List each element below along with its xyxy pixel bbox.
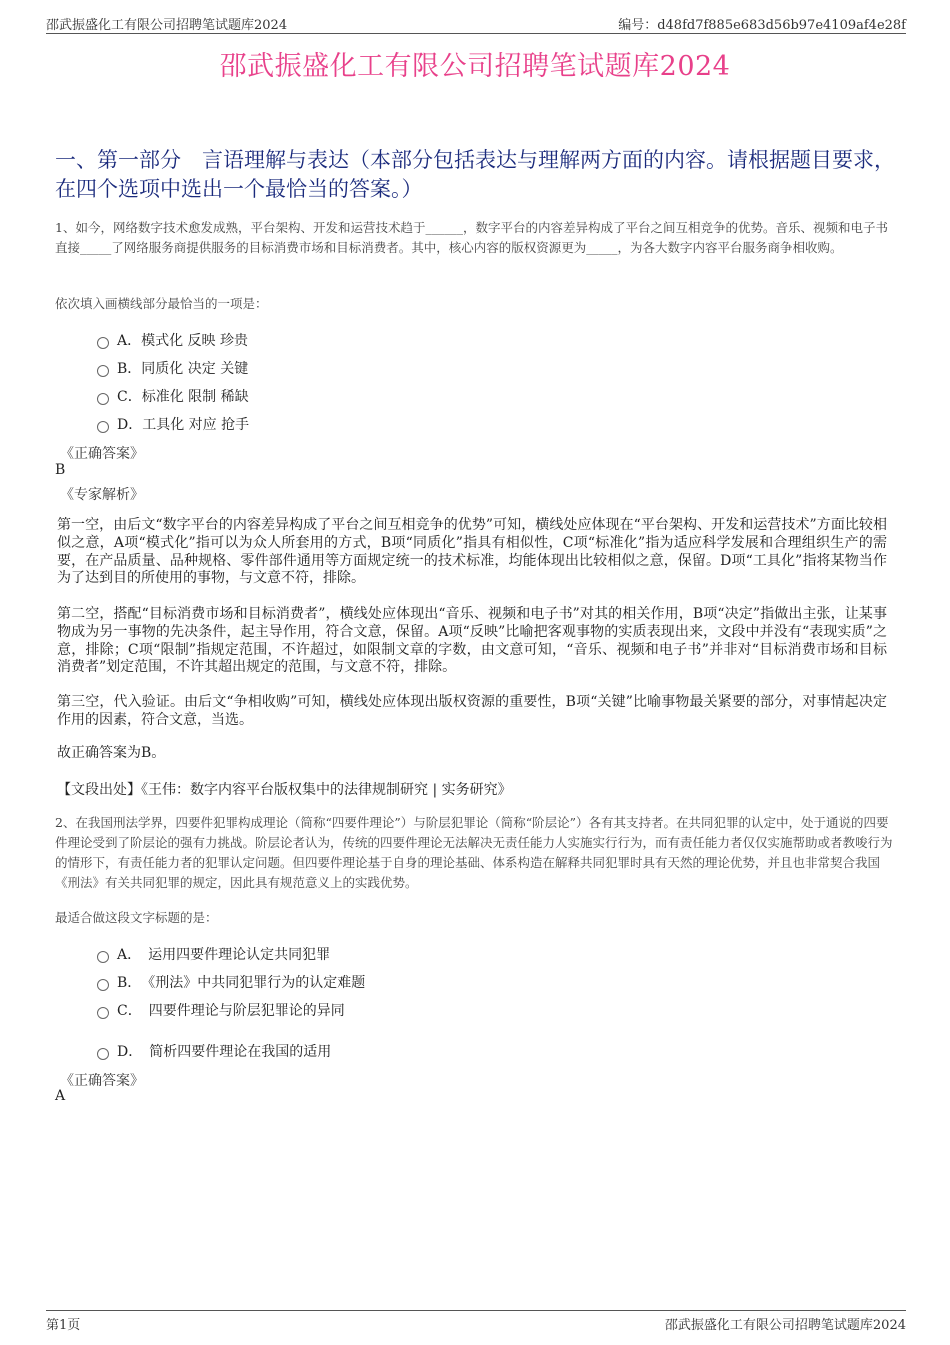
- question-2-instruction: 最适合做这段文字标题的是：: [55, 910, 218, 925]
- option-label: D．工具化 对应 抢手: [117, 417, 250, 433]
- analysis-paragraph-3: 第三空，代入验证。由后文“争相收购”可知，横线处应体现出版权资源的重要性，B项“关键”比喻事物最关紧要的部分，对事情起决定作用的因素，符合文意，当选。: [57, 694, 887, 728]
- radio-icon[interactable]: [97, 979, 109, 991]
- option-label: B． 《刑法》中共同犯罪行为的认定难题: [117, 975, 366, 991]
- question-1-analysis-label: 《专家解析》: [60, 487, 144, 503]
- option-label: A．模式化 反映 珍贵: [117, 333, 249, 349]
- radio-icon[interactable]: [97, 951, 109, 963]
- question-2-option-d[interactable]: [97, 1041, 331, 1061]
- radio-icon[interactable]: [97, 337, 109, 349]
- question-2-option-a[interactable]: [97, 944, 330, 964]
- radio-icon[interactable]: [97, 1007, 109, 1019]
- question-1-answer: B: [55, 462, 66, 478]
- radio-icon[interactable]: [97, 1048, 109, 1060]
- option-label: C．标准化 限制 稀缺: [117, 389, 249, 405]
- question-1-instruction: 依次填入画横线部分最恰当的一项是：: [55, 296, 268, 311]
- option-label: D． 简析四要件理论在我国的适用: [117, 1044, 332, 1060]
- passage-source: 【文段出处】《王伟：数字内容平台版权集中的法律规制研究 | 实务研究》: [57, 782, 512, 798]
- footer-doc-title: 邵武振盛化工有限公司招聘笔试题库2024: [664, 1318, 906, 1333]
- radio-icon[interactable]: [97, 421, 109, 433]
- section-heading: 一、第一部分 言语理解与表达（本部分包括表达与理解两方面的内容。请根据题目要求，在四个选项中选出一个最恰当的答案。）: [55, 148, 895, 201]
- question-1-option-c[interactable]: [97, 386, 249, 406]
- analysis-conclusion: 故正确答案为B。: [57, 745, 166, 761]
- page-title: 邵武振盛化工有限公司招聘笔试题库2024: [219, 51, 731, 82]
- header-doc-id: 编号：d48fd7f885e683d56b97e4109af4e28f: [618, 18, 906, 33]
- question-1-answer-label: 《正确答案》: [60, 446, 144, 462]
- question-1-option-a[interactable]: [97, 330, 248, 350]
- radio-icon[interactable]: [97, 365, 109, 377]
- analysis-paragraph-1: 第一空，由后文“数字平台的内容差异构成了平台之间互相竞争的优势”可知，横线处应体现在“平台架构、开发和运营技术”方面比较相似之意，A项“模式化”指可以为众人所套用的方式，B项“同质化”指具有相似性，C项“标准化”指为适应科学发展和合理组织生产的需要，在产品质量、品种规格、零件部件通用等方面规定统一的技术标准，均能体现出比较相似之意，保留。D项“工具化”指将某物当作为了达到目的所使用的事物，与文意不符，排除。: [57, 517, 887, 587]
- radio-icon[interactable]: [97, 393, 109, 405]
- question-1-option-b[interactable]: [97, 358, 248, 378]
- option-label: B．同质化 决定 关键: [117, 361, 249, 377]
- question-2-stem: 2、在我国刑法学界，四要件犯罪构成理论（简称“四要件理论”）与阶层犯罪论（简称“阶层论”）各有其支持者。在共同犯罪的认定中，处于通说的四要件理论受到了阶层论的强有力挑战。阶层论者认为，传统的四要件理论无法解决无责任能力人实施实行行为，而有责任能力者仅仅实施帮助或者教唆行为的情形下，有责任能力者的犯罪认定问题。但四要件理论基于自身的理论基础、体系构造在解释共同犯罪时具有天然的理论优势，并且也非常契合我国《刑法》有关共同犯罪的规定，因此具有规范意义上的实践优势。: [55, 815, 893, 890]
- question-2-option-b[interactable]: [97, 972, 365, 992]
- question-1-option-d[interactable]: [97, 414, 249, 434]
- question-2-answer: A: [55, 1088, 66, 1104]
- page-footer: [46, 1310, 906, 1333]
- analysis-paragraph-2: 第二空，搭配“目标消费市场和目标消费者”，横线处应体现出“音乐、视频和电子书”对其的相关作用，B项“决定”指做出主张，让某事物成为另一事物的先决条件，起主导作用，符合文意，保留。A项“反映”比喻把客观事物的实质表现出来，文段中并没有“表现实质”之意，排除；C项“限制”指规定范围，不许超过，如限制文章的字数，由文意可知，“音乐、视频和电子书”并非对“目标消费市场和目标消费者”划定范围，不许其超出规定的范围，与文意不符，排除。: [57, 606, 887, 676]
- page-header: [46, 13, 906, 34]
- header-doc-title: 邵武振盛化工有限公司招聘笔试题库2024: [46, 18, 288, 33]
- footer-page-number: 第1页: [46, 1318, 81, 1333]
- question-1-stem: 1、如今，网络数字技术愈发成熟，平台架构、开发和运营技术趋于______，数字平台的内容差异构成了平台之间互相竞争的优势。音乐、视频和电子书直接_____了网络服务商提供服务的目标消费市场和目标消费者。其中，核心内容的版权资源更为_____，为各大数字内容平台服务商争相收购。: [55, 220, 888, 255]
- option-label: C． 四要件理论与阶层犯罪论的异同: [117, 1003, 345, 1019]
- question-2-option-c[interactable]: [97, 1000, 345, 1020]
- option-label: A． 运用四要件理论认定共同犯罪: [117, 947, 331, 963]
- question-2-answer-label: 《正确答案》: [60, 1073, 144, 1089]
